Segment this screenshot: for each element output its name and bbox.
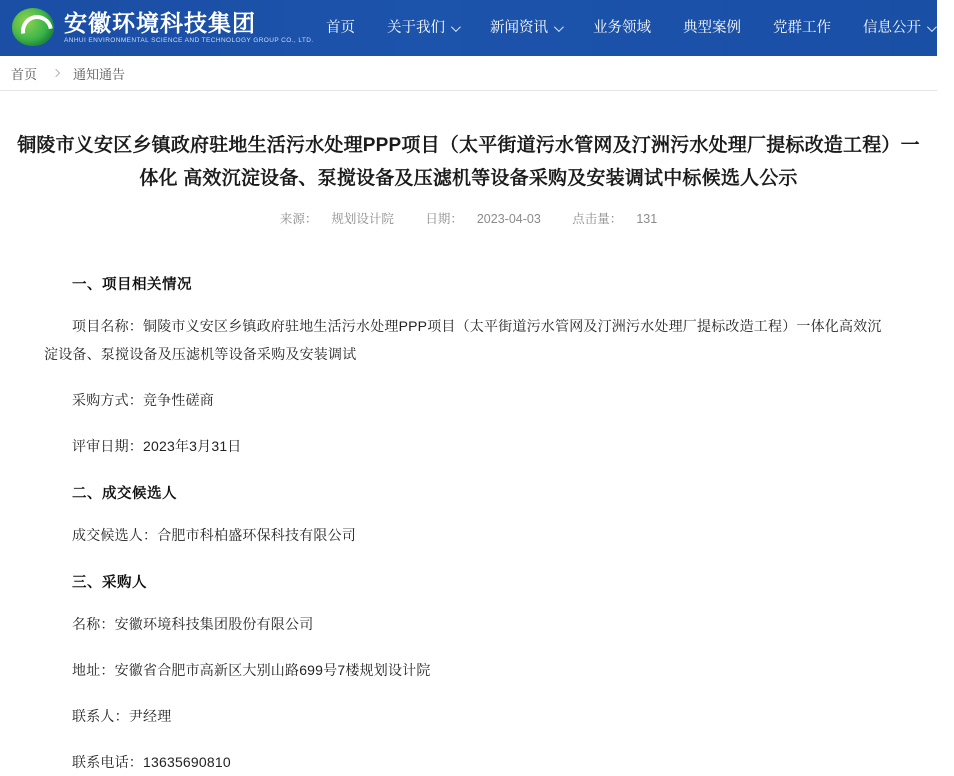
section-2-paragraph-1: 成交候选人：合肥市科柏盛环保科技有限公司	[72, 527, 356, 543]
page-title-line1: 铜陵市义安区乡镇政府驻地生活污水处理PPP项目（太平街道污水管网及汀洲污水处理厂提标改造工程）一体化	[17, 135, 920, 189]
chevron-down-icon	[451, 22, 461, 32]
leaf-swirl-logo-icon	[10, 6, 58, 50]
section-3-paragraph-4: 联系电话：13635690810	[72, 754, 231, 770]
nav-item-business[interactable]	[577, 0, 667, 56]
chevron-down-icon	[554, 22, 564, 32]
nav-label: 新闻资讯	[490, 20, 548, 36]
nav-label: 典型案例	[683, 20, 741, 36]
nav-label: 信息公开	[863, 20, 921, 36]
section-heading-2: 二、成交候选人	[72, 486, 177, 502]
meta-date: 日期： 2023-04-03	[425, 212, 541, 226]
section-1-paragraph-3: 评审日期：2023年3月31日	[72, 438, 242, 454]
section-3-paragraph-1: 名称：安徽环境科技集团股份有限公司	[72, 616, 314, 632]
section-heading-3: 三、采购人	[72, 575, 147, 591]
chevron-right-icon	[52, 69, 60, 77]
page-title	[0, 119, 937, 195]
nav-label: 业务领域	[593, 20, 651, 36]
section-3-paragraph-2: 地址：安徽省合肥市高新区大别山路699号7楼规划设计院	[72, 662, 431, 678]
nav-item-cases[interactable]	[667, 0, 757, 56]
page-title-line2: 高效沉淀设备、泵搅设备及压滤机等设备采购及安装调试中标候选人公示	[183, 168, 798, 189]
section-3-paragraph-3: 联系人：尹经理	[72, 708, 172, 724]
article	[0, 91, 937, 776]
site-logo[interactable]	[0, 0, 314, 56]
main-nav	[310, 0, 954, 56]
nav-item-news[interactable]	[474, 0, 577, 56]
breadcrumb-current: 通知通告	[73, 66, 126, 82]
breadcrumb-home-link[interactable]: 首页	[11, 66, 38, 82]
nav-item-home[interactable]	[310, 0, 371, 56]
logo-text-en: ANHUI ENVIRONMENTAL SCIENCE AND TECHNOLOGY GROUP CO., LTD.	[64, 37, 314, 44]
nav-item-party-work[interactable]	[757, 0, 847, 56]
section-1-paragraph-1: 项目名称：铜陵市义安区乡镇政府驻地生活污水处理PPP项目（太平街道污水管网及汀洲污水处理厂提标改造工程）一体化高效沉淀设备、泵搅设备及压滤机等设备采购及安装调试	[44, 318, 882, 362]
chevron-down-icon	[927, 22, 937, 32]
logo-text-cn: 安徽环境科技集团	[64, 10, 256, 36]
nav-label: 首页	[326, 20, 355, 36]
nav-item-about[interactable]	[371, 0, 474, 56]
section-1-paragraph-2: 采购方式：竞争性磋商	[72, 392, 214, 408]
section-heading-1: 一、项目相关情况	[72, 277, 192, 293]
article-body	[0, 235, 937, 776]
meta-source: 来源： 规划设计院	[279, 212, 394, 226]
nav-label: 关于我们	[387, 20, 445, 36]
nav-item-disclosure[interactable]	[847, 0, 950, 56]
nav-label: 党群工作	[773, 20, 831, 36]
meta-hits: 点击量： 131	[572, 212, 658, 226]
site-header	[0, 0, 937, 56]
article-meta	[0, 209, 937, 227]
breadcrumb	[0, 56, 937, 91]
